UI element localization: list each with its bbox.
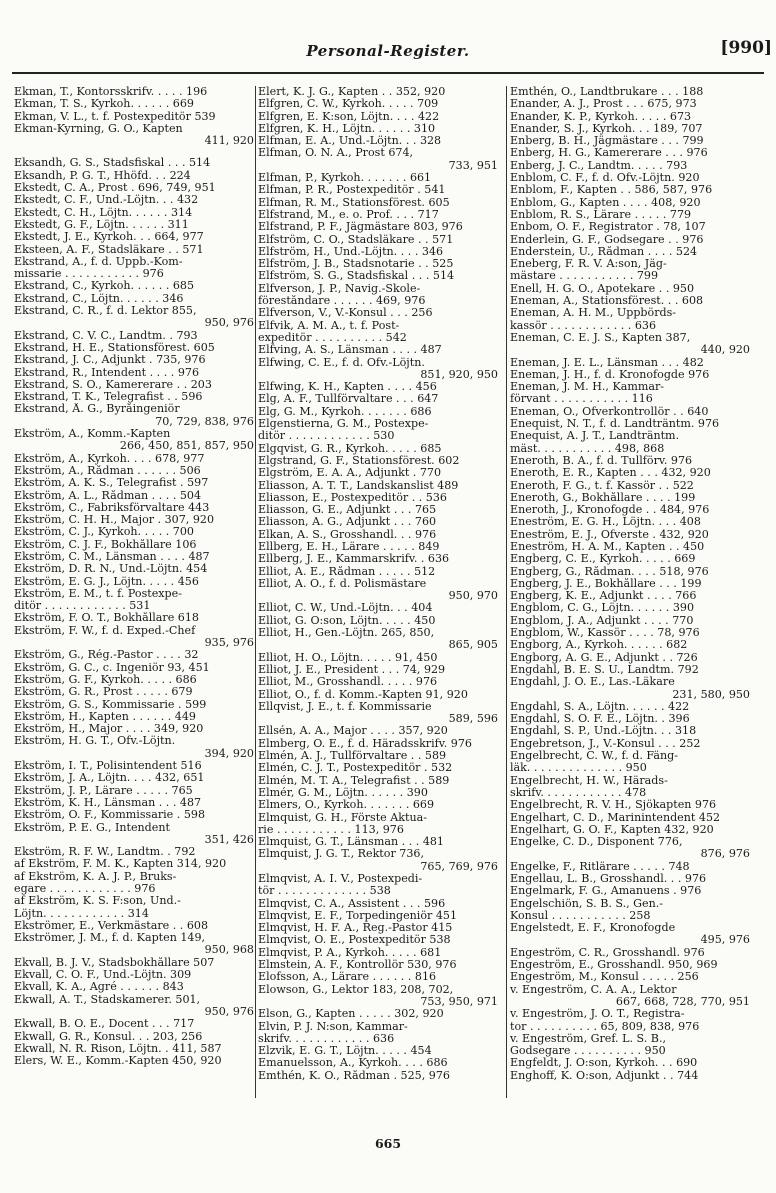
register-entry: Engberg, K. E., Adjunkt . . . . 766 xyxy=(510,590,697,603)
register-entry: Elgstrand, G. F., Stationsförest. 602 xyxy=(258,454,460,467)
register-entry-continuation: 950, 976 xyxy=(204,317,254,330)
register-entry: Elmén, C. J. T., Postexpeditör . 532 xyxy=(258,762,453,775)
register-entry: Ekström, D. R. N., Und.-Löjtn. 454 xyxy=(14,563,208,576)
register-entry: Elmers, O., Kyrkoh. . . . . . . 669 xyxy=(258,799,435,812)
register-entry: Elmquist, G. H., Förste Aktua- xyxy=(258,811,427,824)
register-entry: Enderstein, U., Rådman . . . . 524 xyxy=(510,245,698,258)
register-entry: mästare . . . . . . . . . . . 799 xyxy=(510,270,659,283)
register-entry: Engelschiön, S. B. S., Gen.- xyxy=(510,897,664,910)
register-entry: Elmquist, J. G. T., Rektor 736, xyxy=(258,848,424,861)
register-entry: Engborg, A. G. E., Adjunkt . . 726 xyxy=(510,651,698,664)
register-entry: Engdahl, S. A., Löjtn. . . . . . 422 xyxy=(510,700,690,713)
register-entry: Elg, A. F., Tullförvaltare . . . 647 xyxy=(258,393,439,406)
register-entry: Elmqvist, O. E., Postexpeditör 538 xyxy=(258,934,451,947)
register-entry: skrifv. . . . . . . . . . . . 636 xyxy=(258,1032,395,1045)
register-entry: skrifv. . . . . . . . . . . . 478 xyxy=(510,786,647,799)
register-entry: Ekström, J. P., Lärare . . . . . 765 xyxy=(14,784,193,797)
register-entry: Ekwall, A. T., Stadskamerer. 501, xyxy=(14,993,201,1006)
register-entry: Elkan, A. S., Grosshandl. . . 976 xyxy=(258,528,437,541)
register-entry: Enbom, O. F., Registrator . 78, 107 xyxy=(510,221,706,234)
register-entry: Ekströmer, E., Verkmästare . . 608 xyxy=(14,919,209,932)
register-entry: Elliot, J. E., President . . . 74, 929 xyxy=(258,663,446,676)
register-entry: föreståndare . . . . . . 469, 976 xyxy=(258,295,426,308)
register-entry: Eneroth, E. R., Kapten . . . 432, 920 xyxy=(510,467,711,480)
page-title: Personal-Register. xyxy=(306,42,470,60)
register-entry: Elgenstierna, G. M., Postexpe- xyxy=(258,418,429,431)
register-entry-continuation: 935, 976 xyxy=(204,637,254,650)
register-entry: Elliot, H., Gen.-Löjtn. 265, 850, xyxy=(258,627,435,640)
register-entry: Ekström, C. J. F., Bokhållare 106 xyxy=(14,538,197,551)
register-entry: Eneström, E. G. H., Löjtn. . . . 408 xyxy=(510,516,701,529)
register-entry: Engdahl, J. O. E., Las.-Läkare xyxy=(510,676,675,689)
register-entry: Ekström, G. F., Kyrkoh. . . . . 686 xyxy=(14,673,197,686)
register-entry: Elfman, R. M., Stationsförest. 605 xyxy=(258,196,450,209)
register-entry-continuation: 231, 580, 950 xyxy=(672,688,750,701)
register-entry: Elfstrand, P. F., Jägmästare 803, 976 xyxy=(258,221,463,234)
register-entry: läk. . . . . . . . . . . . . . 950 xyxy=(510,762,647,775)
register-entry: ditör . . . . . . . . . . . . 530 xyxy=(258,430,395,443)
register-entry: kassör . . . . . . . . . . . . 636 xyxy=(510,319,657,332)
register-entry: Enblom, R. S., Lärare . . . . . 779 xyxy=(510,208,692,221)
register-entry: Ekstrand, C. R., f. d. Lektor 855, xyxy=(14,305,197,318)
register-entry-continuation: 440, 920 xyxy=(700,344,750,357)
register-entry: Eneman, A., Stationsförest. . . 608 xyxy=(510,295,704,308)
register-entry: Elowson, G., Lektor 183, 208, 702, xyxy=(258,983,454,996)
register-entry: Ekstrand, Å. G., Byråingeniör xyxy=(14,403,180,416)
register-entry: Elfwing, C. E., f. d. Öfv.-Löjtn. xyxy=(258,356,425,369)
register-entry: Elliot, M., Grosshandl. . . . . 976 xyxy=(258,676,438,689)
register-entry: Engberg, C. E., Kyrkoh. . . . . 669 xyxy=(510,553,696,566)
register-entry: Ekstedt, G. F., Löjtn. . . . . . 311 xyxy=(14,218,189,231)
register-entry: Ekstedt, C. H., Löjtn. . . . . . 314 xyxy=(14,206,193,219)
register-entry: Ekstedt, C. F., Und.-Löjtn. . . 432 xyxy=(14,194,199,207)
register-entry: Elfman, P., Kyrkoh. . . . . . . 661 xyxy=(258,172,432,185)
register-entry: Engblom, C. G., Löjtn. . . . . . 390 xyxy=(510,602,695,615)
register-entry-continuation: 950, 970 xyxy=(448,590,498,603)
register-entry: Elzvik, E. G. T., Löjtn. . . . . 454 xyxy=(258,1045,432,1058)
register-entry: Eneroth, F. G., t. f. Kassör . . 522 xyxy=(510,479,694,492)
register-entry: Ekstrand, J. C., Adjunkt . 735, 976 xyxy=(14,354,206,367)
register-entry: Eneström, H. A. M., Kapten . . 450 xyxy=(510,540,705,553)
register-entry: Ekwall, N. R. Rison, Löjtn. . 411, 587 xyxy=(14,1042,222,1055)
register-entry-continuation: 865, 905 xyxy=(448,639,498,652)
register-entry: Ekstrand, H. E., Stationsförest. 605 xyxy=(14,341,215,354)
register-entry: Ekström, A., Rådman . . . . . . 506 xyxy=(14,464,201,477)
register-entry: Ekström, E. M., t. f. Postexpe- xyxy=(14,587,182,600)
register-entry: Elmberg, O. E., f. d. Häradsskrifv. 976 xyxy=(258,737,472,750)
register-entry: Elfman, P. R., Postexpeditör . 541 xyxy=(258,184,446,197)
register-entry: Engeström, E., Grosshandl. 950, 969 xyxy=(510,959,718,972)
register-entry: Engelbrecht, H. W., Härads- xyxy=(510,774,668,787)
register-entry: Elvin, P. J. N:son, Kammar- xyxy=(258,1020,408,1033)
register-entry: Ekström, C. H. H., Major . 307, 920 xyxy=(14,514,215,527)
register-entry-continuation: 394, 920 xyxy=(204,747,254,760)
register-entry: Emthén, K. O., Rådman . 525, 976 xyxy=(258,1069,450,1082)
register-entry: Elfström, H., Und.-Löjtn. . . . 346 xyxy=(258,245,444,258)
register-entry: Eliasson, E., Postexpeditör . . 536 xyxy=(258,491,447,504)
register-entry-continuation: 851, 920, 950 xyxy=(420,368,498,381)
register-entry: missarie . . . . . . . . . . . 976 xyxy=(14,268,164,281)
register-entry-continuation: 876, 976 xyxy=(700,848,750,861)
register-entry: Engberg, J. E., Bokhållare . . . 199 xyxy=(510,577,702,590)
register-entry: Ekström, G. R., Prost . . . . . 679 xyxy=(14,686,193,699)
column-divider xyxy=(506,86,507,1098)
register-entry: Godsegare . . . . . . . . . . 950 xyxy=(510,1045,666,1058)
register-entry: Ekström, F. W., f. d. Exped.-Chef xyxy=(14,624,196,637)
register-entry: Ekström, R. F. W., Landtm. . 792 xyxy=(14,846,196,859)
register-entry-continuation: 765, 769, 976 xyxy=(420,860,498,873)
register-entry: Ekström, O. F., Kommissarie . 598 xyxy=(14,809,205,822)
register-entry: Elofsson, A., Lärare . . . . . . 816 xyxy=(258,971,437,984)
register-entry-continuation: 589, 596 xyxy=(448,713,498,726)
register-entry: förvant . . . . . . . . . . . 116 xyxy=(510,393,653,406)
register-entry: Elfverson, J. P., Navig.-Skole- xyxy=(258,282,421,295)
register-entry: Elfgren, C. W., Kyrkoh. . . . . 709 xyxy=(258,98,439,111)
register-entry: Löjtn. . . . . . . . . . . . 314 xyxy=(14,907,149,920)
register-entry: Enequist, N. T., f. d. Landträntm. 976 xyxy=(510,418,720,431)
register-entry: Elfman, O. N. A., Prost 674, xyxy=(258,147,414,160)
register-entry: Elliot, A. O., f. d. Polismästare xyxy=(258,577,427,590)
register-entry: ditör . . . . . . . . . . . . 531 xyxy=(14,600,151,613)
register-entry: Elfving, A. S., Länsman . . . . 487 xyxy=(258,344,442,357)
register-entry: Eneroth, J., Kronofogde . . 484, 976 xyxy=(510,504,710,517)
register-entry: Elfgren, K. H., Löjtn. . . . . . 310 xyxy=(258,122,436,135)
register-entry: Enblom, G., Kapten . . . . 408, 920 xyxy=(510,196,701,209)
register-entry: Ekstrand, A., f. d. Uppb.-Kom- xyxy=(14,255,183,268)
register-entry: Ekstedt, J. E., Kyrkoh. . . 664, 977 xyxy=(14,231,204,244)
register-entry: Engblom, J. A., Adjunkt . . . . 770 xyxy=(510,614,694,627)
register-entry: Elmqvist, A. I. V., Postexpedi- xyxy=(258,873,423,885)
register-entry: Enblom, F., Kapten . . 586, 587, 976 xyxy=(510,184,713,197)
register-entry: Engblom, W., Kassör . . . . 78, 976 xyxy=(510,627,700,640)
register-entry: Engelmark, F. G., Amanuens . 976 xyxy=(510,885,702,898)
register-entry: Eneroth, G., Bokhållare . . . . 199 xyxy=(510,491,696,504)
register-entry: Eneberg, F. R. V. A:son, Jäg- xyxy=(510,258,667,271)
register-entry: Engdahl, S. P., Und.-Löjtn. . . 318 xyxy=(510,725,697,738)
register-entry: Elliot, C. W., Und.-Löjtn. . . 404 xyxy=(258,602,433,615)
register-entry: Engebretson, J., V.-Konsul . . . 252 xyxy=(510,737,701,750)
register-entry: Elfstrand, M., e. o. Prof. . . . 717 xyxy=(258,208,439,221)
register-column-3 xyxy=(510,86,752,1096)
page-number: [990] xyxy=(720,38,772,58)
register-entry: Ekstedt, C. A., Prost . 696, 749, 951 xyxy=(14,182,216,195)
register-entry: Ekström, C., Fabriksförvaltare 443 xyxy=(14,501,210,514)
register-entry: Ekström, H. G. T., Öfv.-Löjtn. xyxy=(14,735,176,748)
register-entry: Ekman-Kyrning, G. O., Kapten xyxy=(14,122,183,135)
register-entry: Elfverson, V., V.-Konsul . . . 256 xyxy=(258,307,433,320)
register-entry: Ekvall, B. J. V., Stadsbokhållare 507 xyxy=(14,956,215,969)
register-entry: Ekstrand, C. V. C., Landtm. . 793 xyxy=(14,329,198,342)
register-entry: Enblom, C. F., f. d. Öfv.-Löjtn. 920 xyxy=(510,172,700,185)
register-entry: Engdahl, S. O. F. E., Löjtn. . 396 xyxy=(510,713,690,726)
register-entry: Engelhart, C. D., Marinintendent 452 xyxy=(510,811,721,824)
register-entry: Elers, W. E., Komm.-Kapten 450, 920 xyxy=(14,1055,222,1068)
register-entry: Ekstrand, S. O., Kamererare . . 203 xyxy=(14,378,212,391)
page-header xyxy=(0,30,776,70)
register-entry: Engellau, L. B., Grosshandl. . . 976 xyxy=(510,873,707,885)
register-entry: Ekström, G., Rég.-Pastor . . . . 32 xyxy=(14,649,199,662)
register-entry: Enander, K. P., Kyrkoh. . . . . 673 xyxy=(510,110,692,123)
header-rule xyxy=(12,72,764,74)
register-entry: Ekström, C. J., Kyrkoh. . . . . 700 xyxy=(14,526,194,539)
register-entry: Ekström, P. E. G., Intendent xyxy=(14,821,170,834)
register-entry: Engdahl, B. E. S. U., Landtm. 792 xyxy=(510,663,699,676)
register-entry: Ekström, G. S., Kommissarie . 599 xyxy=(14,698,207,711)
register-entry: Eneström, E. J., Öfverste . 432, 920 xyxy=(510,528,709,541)
register-entry: Eneman, J. M. H., Kammar- xyxy=(510,381,665,394)
register-entry: Elfström, C. O., Stadsläkare . . 571 xyxy=(258,233,454,246)
register-entry: Elmér, G. M., Löjtn. . . . . . 390 xyxy=(258,786,428,799)
register-entry: Ekstrand, T. K., Telegrafist . . 596 xyxy=(14,391,203,404)
register-entry: Elmén, A. J., Tullförvaltare . . 589 xyxy=(258,750,447,763)
register-entry: Elson, G., Kapten . . . . . 302, 920 xyxy=(258,1008,444,1021)
register-entry: Eksandh, G. S., Stadsfiskal . . . 514 xyxy=(14,157,211,170)
register-entry: Enberg, B. H., Jägmästare . . . 799 xyxy=(510,135,704,148)
register-entry: Eksteen, A. F., Stadsläkare . . 571 xyxy=(14,243,204,256)
register-entry: expeditör . . . . . . . . . . 542 xyxy=(258,331,407,344)
register-entry: Eneman, A. H. M., Uppbörds- xyxy=(510,307,677,320)
register-entry: Emanuelsson, A., Kyrkoh. . . . 686 xyxy=(258,1057,448,1070)
register-entry: af Ekström, F. M. K., Kapten 314, 920 xyxy=(14,858,227,871)
register-entry: Ekman, V. L., t. f. Postexpeditör 539 xyxy=(14,110,216,123)
register-entry: Eliasson, A. T. T., Landskanslist 489 xyxy=(258,479,459,492)
register-entry: Enghoff, K. O:son, Adjunkt . . 744 xyxy=(510,1069,699,1082)
register-entry: Elfman, E. A., Und.-Löjtn. . . 328 xyxy=(258,135,442,148)
register-entry-continuation: 351, 426 xyxy=(204,833,254,846)
register-entry: Elmquist, G. T., Länsman . . . 481 xyxy=(258,836,444,849)
register-entry: Eneman, J. E. L., Länsman . . . 482 xyxy=(510,356,704,369)
register-entry: Engfeldt, J. O:son, Kyrkoh. . . 690 xyxy=(510,1057,698,1070)
register-entry: Ellqvist, J. E., t. f. Kommissarie xyxy=(258,700,432,713)
register-entry: Elmstein, A. F., Kontrollör 530, 976 xyxy=(258,959,457,972)
register-entry-continuation: 733, 951 xyxy=(448,159,498,172)
register-entry: Ekstrand, C., Löjtn. . . . . . 346 xyxy=(14,292,184,305)
register-entry: mäst. . . . . . . . . . . 498, 868 xyxy=(510,442,665,455)
page-footer-number: 665 xyxy=(374,1136,402,1151)
register-entry: Ellberg, E. H., Lärare . . . . . 849 xyxy=(258,540,440,553)
register-entry: Elliot, A. E., Rådman . . . . . 512 xyxy=(258,565,436,578)
register-column-2 xyxy=(258,86,500,1096)
register-entry: Engeström, M., Konsul . . . . . 256 xyxy=(510,971,699,984)
register-entry: v. Engeström, Gref. L. S. B., xyxy=(510,1032,666,1045)
register-entry: Engelke, F., Ritlärare . . . . . 748 xyxy=(510,860,690,873)
register-entry: Elgqvist, G. R., Kyrkoh. . . . . 685 xyxy=(258,442,442,455)
register-entry: Elmqvist, P. A., Kyrkoh. . . . . 681 xyxy=(258,946,442,959)
register-entry: Ekström, G. C., c. Ingeniör 93, 451 xyxy=(14,661,210,674)
register-entry: Ekström, A., Kyrkoh. . . . 678, 977 xyxy=(14,452,205,465)
register-entry: Elfgren, E. K:son, Löjtn. . . . 422 xyxy=(258,110,440,123)
register-entry: Engelbrecht, C. W., f. d. Fäng- xyxy=(510,750,678,763)
register-entry: Engborg, A., Kyrkoh. . . . . . 682 xyxy=(510,639,688,652)
register-entry: Konsul . . . . . . . . . . . 258 xyxy=(510,909,651,922)
register-entry: Ekwall, G. R., Konsul. . . 203, 256 xyxy=(14,1030,203,1043)
register-entry: Ekströmer, J. M., f. d. Kapten 149, xyxy=(14,932,206,945)
register-column-1 xyxy=(14,86,256,1096)
register-entry: Eneman, O., Öfverkontrollör . . 640 xyxy=(510,405,709,418)
register-entry: Ekwall, B. O. E., Docent . . . 717 xyxy=(14,1018,195,1031)
register-entry: Elfwing, K. H., Kapten . . . . 456 xyxy=(258,381,437,394)
register-entry: Ekström, K. H., Länsman . . . 487 xyxy=(14,796,202,809)
register-entry: Eliasson, G. E., Adjunkt . . . 765 xyxy=(258,504,437,517)
register-entry-continuation: 495, 976 xyxy=(700,934,750,947)
register-entry: Ekström, H., Major . . . . 349, 920 xyxy=(14,723,204,736)
register-entry: Ellberg, J. E., Kammarskrifv. . 636 xyxy=(258,553,450,566)
register-entry: Ekström, A., Komm.-Kapten xyxy=(14,428,171,441)
register-entry: Elmqvist, E. F., Torpedingeniör 451 xyxy=(258,909,458,922)
register-entry: Ekstrand, C., Kyrkoh. . . . . . 685 xyxy=(14,280,195,293)
register-entry: Engelbrecht, R. V. H., Sjökapten 976 xyxy=(510,799,717,812)
register-entry: Ekvall, C. O. F., Und.-Löjtn. 309 xyxy=(14,969,192,982)
register-entry: Elmqvist, C. A., Assistent . . . 596 xyxy=(258,897,446,910)
register-entry: Ekstrand, R., Intendent . . . . 976 xyxy=(14,366,199,379)
register-entry: Elfström, S. G., Stadsfiskal . . . 514 xyxy=(258,270,455,283)
register-entry: Enequist, A. J. T., Landträntm. xyxy=(510,430,680,443)
register-entry: egare . . . . . . . . . . . . 976 xyxy=(14,883,156,895)
register-entry: Elfström, J. B., Stadsnotarie . . 525 xyxy=(258,258,454,271)
register-entry: Ekström, C. M., Länsman . . . . 487 xyxy=(14,550,210,563)
register-entry: tor . . . . . . . . . . 65, 809, 838, 976 xyxy=(510,1020,700,1033)
register-entry: Ellsén, A. A., Major . . . . 357, 920 xyxy=(258,725,448,738)
register-entry: Enderlein, G. F., Godsegare . . 976 xyxy=(510,233,704,246)
register-entry: Engelke, C. D., Disponent 776, xyxy=(510,836,683,849)
register-entry: Enander, S. J., Kyrkoh. . . 189, 707 xyxy=(510,122,703,135)
register-entry: Elert, K. J. G., Kapten . . 352, 920 xyxy=(258,86,446,98)
register-entry: Emthén, O., Landtbrukare . . . 188 xyxy=(510,86,704,98)
column-divider xyxy=(255,86,256,1098)
register-entry: Eliasson, A. G., Adjunkt . . . 760 xyxy=(258,516,437,529)
register-entry: Eneroth, B. A., f. d. Tullförv. 976 xyxy=(510,454,693,467)
register-entry-continuation: 266, 450, 851, 857, 950 xyxy=(119,440,254,453)
register-entry: Ekström, I. T., Polisintendent 516 xyxy=(14,760,202,773)
register-entry: Ekström, E. G. J., Löjtn. . . . . 456 xyxy=(14,575,199,588)
register-entry: Elmén, M. T. A., Telegrafist . . 589 xyxy=(258,774,450,787)
register-entry: Eneman, J. H., f. d. Kronofogde 976 xyxy=(510,368,710,381)
register-entry: Ekman, T. S., Kyrkoh. . . . . . 669 xyxy=(14,98,194,111)
register-entry: Elfvik, A. M. A., t. f. Post- xyxy=(258,319,400,332)
register-entry: tör . . . . . . . . . . . . . 538 xyxy=(258,885,391,898)
register-entry: Ekström, J. A., Löjtn. . . . 432, 651 xyxy=(14,772,205,785)
register-entry: Elliot, O., f. d. Komm.-Kapten 91, 920 xyxy=(258,688,468,701)
register-entry: rie . . . . . . . . . . . 113, 976 xyxy=(258,823,404,836)
register-entry: Enell, H. G. O., Apotekare . . 950 xyxy=(510,282,695,295)
register-entry-continuation: 950, 968 xyxy=(204,944,254,957)
register-entry: Engeström, C. R., Grosshandl. 976 xyxy=(510,946,705,959)
register-entry-continuation: 667, 668, 728, 770, 951 xyxy=(615,995,750,1008)
register-entry: v. Engeström, J. O. T., Registra- xyxy=(510,1008,685,1021)
register-entry: Ekvall, K. A., Agré . . . . . . 843 xyxy=(14,981,184,994)
register-entry: v. Engeström, C. A. A., Lektor xyxy=(510,983,677,996)
register-entry: Enander, A. J., Prost . . . 675, 973 xyxy=(510,98,697,111)
register-entry: Ekström, F. O. T., Bokhållare 618 xyxy=(14,612,199,625)
register-entry: Engberg, G., Rådman. . . . 518, 976 xyxy=(510,565,709,578)
register-entry: Eksandh, P. G. T., Hhöfd. . . 224 xyxy=(14,169,191,182)
register-entry: Engelstedt, E. F., Kronofogde xyxy=(510,922,676,935)
register-entry: Elliot, G. O:son, Löjtn. . . . . 450 xyxy=(258,614,436,627)
register-entry: af Ekström, K. S. F:son, Und.- xyxy=(14,895,181,908)
register-entry: af Ekström, K. A. J. P., Bruks- xyxy=(14,870,177,883)
register-entry: Enberg, J. C., Landtm. . . . . 793 xyxy=(510,159,688,172)
register-entry: Ekström, A. L., Rådman . . . . 504 xyxy=(14,489,202,502)
register-entry: Elliot, H. O., Löjtn. . . . . 91, 450 xyxy=(258,651,438,664)
register-entry: Elmqvist, H. F. A., Reg.-Pastor 415 xyxy=(258,922,453,935)
register-entry: Eneman, C. E. J. S., Kapten 387, xyxy=(510,331,691,344)
register-entry: Ekström, A. K. S., Telegrafist . 597 xyxy=(14,477,209,490)
register-entry: Engelhart, G. O. F., Kapten 432, 920 xyxy=(510,823,714,836)
register-entry: Ekman, T., Kontorsskrifv. . . . . 196 xyxy=(14,86,208,98)
register-entry-continuation: 753, 950, 971 xyxy=(420,995,498,1008)
register-entry: Ekström, H., Kapten . . . . . . 449 xyxy=(14,710,196,723)
register-entry-continuation: 411, 920 xyxy=(204,135,254,148)
register-entry: Enberg, H. G., Kamererare . . . 976 xyxy=(510,147,708,160)
register-entry: Elg, G. M., Kyrkoh. . . . . . . 686 xyxy=(258,405,432,418)
register-entry: Elgström, E. A. A., Adjunkt . 770 xyxy=(258,467,442,480)
register-entry-continuation: 950, 976 xyxy=(204,1005,254,1018)
register-entry-continuation: 70, 729, 838, 976 xyxy=(155,415,254,428)
